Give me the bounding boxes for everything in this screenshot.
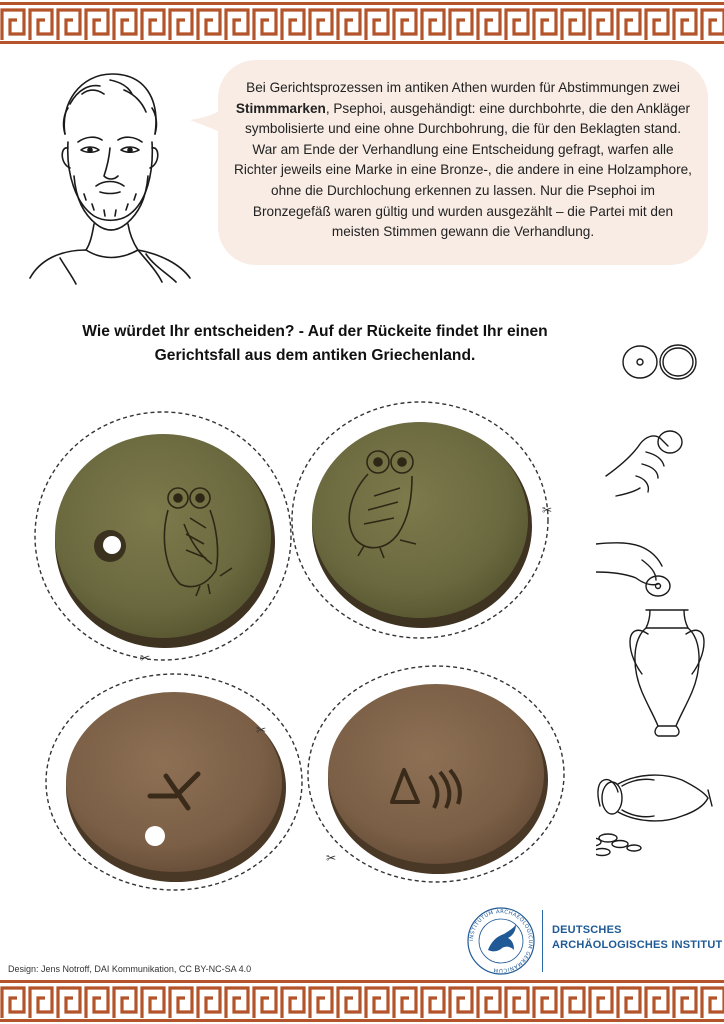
amphora-upright-icon	[630, 610, 704, 736]
token-brown-solid-symbol	[308, 666, 564, 882]
hand-holding-token-icon	[606, 431, 682, 496]
design-credit: Design: Jens Notroff, DAI Kommunikation, CC BY-NC-SA 4.0	[8, 964, 252, 974]
intro-text: Bei Gerichtsprozessen im antiken Athen wurden für Abstimmungen zwei Stimmmarken, Psephoi, ausgehändigt: eine durchbohrte, die den Ankläger symbolisierte und eine ohne Durchbohrung, die für den Beklagten stand. War am Ende der Verhandlung eine Entscheidung gefragt, warfen alle Richter jeweils eine Marke in eine Bronze-, die andere in eine Holzamphore, ohne die Durchlochung erkennen zu lassen. Nur die Psephoi im Bronzegefäß waren gültig und wurden ausgezählt – die Partei mit den meisten Stimmen gewann die Verhandlung.	[234, 80, 692, 240]
token-brown-pierced-symbol	[46, 674, 302, 890]
spilled-tokens-icon	[596, 834, 641, 856]
tokens-illustration	[30, 400, 590, 900]
dai-wordmark	[552, 923, 722, 953]
svg-text:✂: ✂	[326, 851, 337, 865]
question-heading: Wie würdet Ihr entscheiden? - Auf der Rückeite findet Ihr einen Gerichtsfall aus dem antiken Griechenland.	[82, 323, 548, 364]
token-green-pierced-owl	[35, 412, 291, 665]
two-tokens-icon	[623, 345, 696, 379]
bold-term: Stimmmarken	[235, 100, 326, 116]
dai-seal-logo	[466, 906, 536, 976]
svg-text:INSTITUTUM ARCHAEOLOGICUM GERM: INSTITUTUM ARCHAEOLOGICUM GERMANICUM	[468, 908, 534, 974]
token-green-solid-owl	[292, 402, 552, 638]
amphora-tipped-icon	[598, 775, 712, 821]
logo-divider	[542, 910, 543, 972]
svg-text:✂: ✂	[256, 723, 267, 737]
speech-bubble-tail	[190, 108, 230, 138]
dai-wordmark-line1: DEUTSCHES	[552, 924, 622, 936]
hand-dropping-token-icon	[596, 543, 670, 596]
meander-border-bottom	[0, 978, 724, 1024]
svg-text:✂: ✂	[542, 503, 553, 517]
meander-border-top	[0, 0, 724, 46]
svg-text:✂: ✂	[140, 651, 151, 665]
voting-process-illustrations	[596, 336, 716, 866]
dai-wordmark-line2: ARCHÄOLOGISCHES INSTITUT	[552, 939, 723, 951]
philosopher-portrait	[20, 64, 200, 286]
